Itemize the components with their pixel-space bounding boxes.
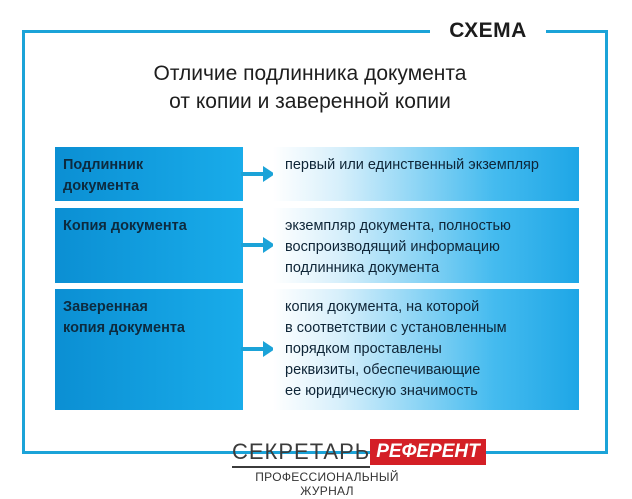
scheme-badge: СХЕМА	[430, 14, 546, 48]
diagram-title: Отличие подлинника документа от копии и заверенной копии	[153, 62, 467, 113]
arrow-right-icon	[241, 166, 275, 182]
term-box-certified-copy: Заверенная копия документа	[55, 289, 243, 410]
term-box-original: Подлинник документа	[55, 147, 243, 201]
logo-referent-text: РЕФЕРЕНТ	[370, 439, 486, 465]
comparison-row-original	[55, 147, 579, 201]
comparison-row-certified-copy	[55, 289, 579, 410]
definition-box-original: первый или единственный экземпляр	[273, 147, 579, 201]
logo-secretary-text: СЕКРЕТАРЬ	[232, 438, 370, 468]
arrow-right-icon	[241, 237, 275, 253]
term-box-copy: Копия документа	[55, 208, 243, 283]
logo-subtitle: ПРОФЕССИОНАЛЬНЫЙ ЖУРНАЛ	[255, 470, 399, 498]
comparison-row-copy	[55, 208, 579, 283]
arrow-right-icon	[241, 341, 275, 357]
journal-logo	[232, 438, 486, 466]
definition-box-certified-copy: копия документа, на которой в соответствии с установленным порядком проставлены реквизиты, обеспечивающие ее юридическую значимость	[273, 289, 579, 410]
definition-box-copy: экземпляр документа, полностью воспроизводящий информацию подлинника документа	[273, 208, 579, 283]
